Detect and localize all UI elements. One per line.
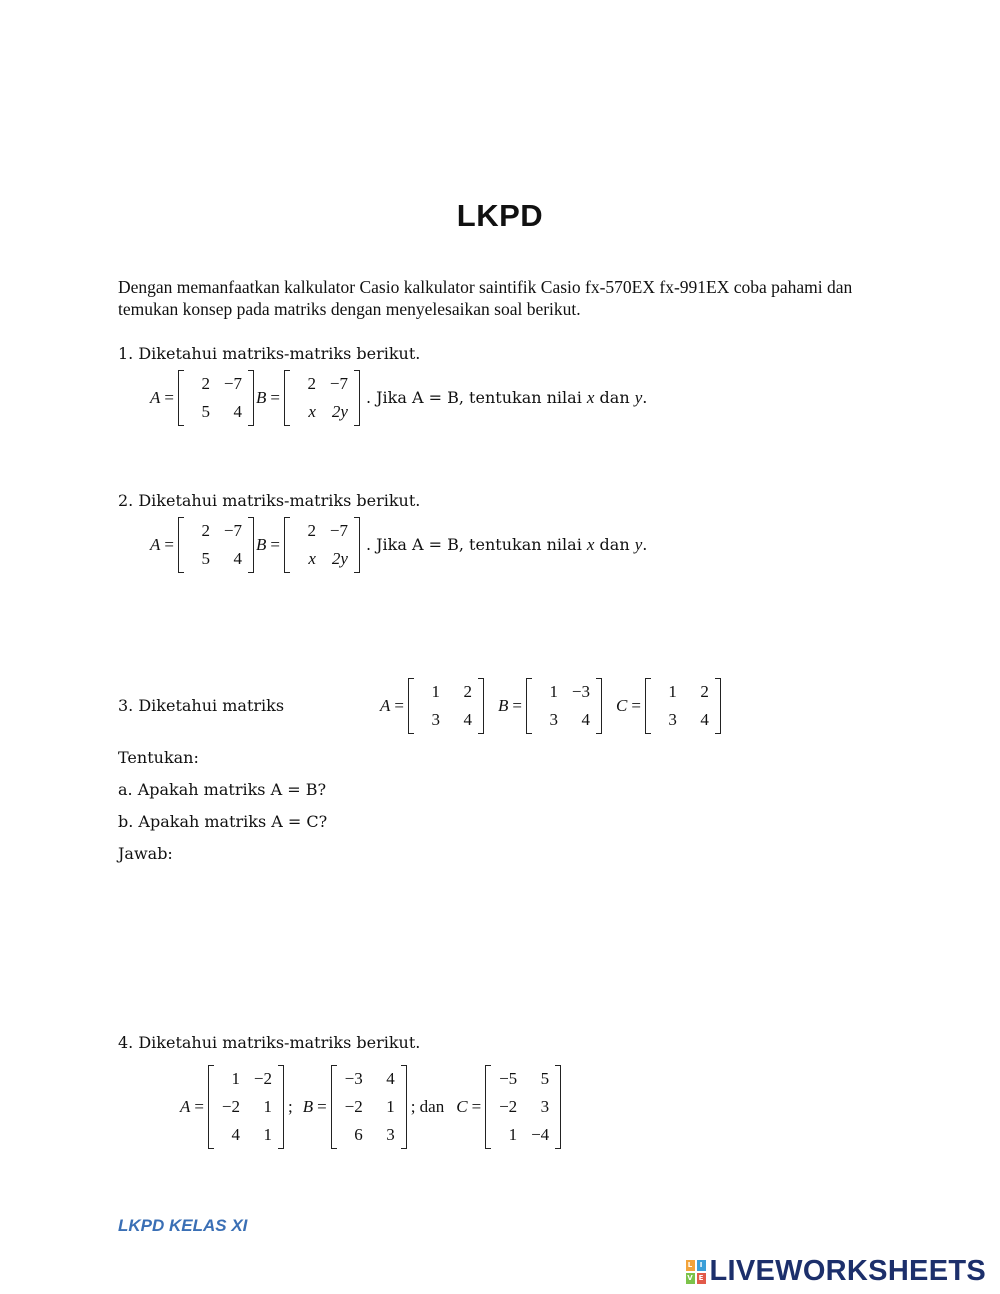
jawab-label: Jawab: <box>118 844 173 863</box>
matrix-a <box>208 1065 284 1149</box>
matrix-cell: 4 <box>233 402 242 421</box>
matrix-cell: 2 <box>201 374 210 393</box>
matrix-a-label: A <box>380 696 391 715</box>
question-2-instruction <box>366 535 647 555</box>
equals-sign: = <box>164 388 174 407</box>
conjunction: dan <box>599 535 630 554</box>
matrix-b-label: B <box>302 1097 314 1116</box>
matrix-cell: 2 <box>307 374 316 393</box>
matrix-cell: 5 <box>201 402 210 421</box>
matrix-cell: 3 <box>431 710 440 729</box>
matrix-cell: 4 <box>581 710 590 729</box>
logo-wordmark: LIVEWORKSHEETS <box>709 1255 986 1287</box>
matrix-b <box>284 517 360 573</box>
matrix-cell: −2 <box>253 1069 272 1088</box>
page-title: LKPD <box>456 198 544 233</box>
liveworksheets-logo[interactable] <box>686 1255 987 1288</box>
matrix-cell: 1 <box>549 682 558 701</box>
separator: ; dan <box>410 1097 445 1116</box>
equals-sign: = <box>270 388 280 407</box>
question-2-heading: 2. Diketahui matriks-matriks berikut. <box>118 491 421 510</box>
equals-sign: = <box>317 1097 327 1116</box>
equals-sign: = <box>471 1097 482 1116</box>
matrix-cell: −3 <box>344 1069 363 1088</box>
logo-tile: V <box>687 1273 693 1282</box>
matrix-cell: −7 <box>329 374 348 393</box>
equals-sign: = <box>194 1097 204 1116</box>
question-3a: a. Apakah matriks A = B? <box>118 780 327 799</box>
matrix-cell: 2 <box>463 682 472 701</box>
matrix-cell: −3 <box>571 682 590 701</box>
matrix-a <box>408 678 484 734</box>
matrix-cell: 1 <box>431 682 440 701</box>
matrix-cell: −5 <box>499 1069 518 1088</box>
logo-tile: I <box>697 1260 706 1271</box>
matrix-b-label: B <box>497 696 509 715</box>
period: . <box>642 535 648 554</box>
matrix-cell: −7 <box>329 521 348 540</box>
question-2-equation <box>150 517 647 573</box>
matrix-cell: 1 <box>508 1125 518 1144</box>
variable-x: x <box>586 535 595 554</box>
matrix-cell: 3 <box>668 710 677 729</box>
matrix-a <box>178 517 254 573</box>
matrix-cell: 2y <box>331 402 348 421</box>
matrix-b <box>331 1065 407 1149</box>
matrix-c <box>485 1065 561 1149</box>
equals-sign: = <box>394 696 404 715</box>
question-3-matrices <box>380 678 723 734</box>
matrix-a-label: A <box>150 535 161 554</box>
matrix-a-label: A <box>180 1097 191 1116</box>
matrix-c-label: C <box>615 696 628 715</box>
matrix-cell: 2 <box>307 521 316 540</box>
tentukan-label: Tentukan: <box>118 748 199 767</box>
matrix-b-label: B <box>255 388 267 407</box>
matrix-cell: 2y <box>331 549 348 568</box>
equals-sign: = <box>512 696 522 715</box>
matrix-cell: 1 <box>231 1069 240 1088</box>
question-4-heading: 4. Diketahui matriks-matriks berikut. <box>118 1033 421 1052</box>
matrix-cell: 4 <box>700 710 709 729</box>
matrix-cell: 5 <box>540 1069 550 1088</box>
intro-paragraph: Dengan memanfaatkan kalkulator Casio kalkulator saintifik Casio fx-570EX fx-991EX coba pahami dan temukan konsep pada matriks dengan menyelesaikan soal berikut. <box>118 277 853 319</box>
variable-y: y <box>634 535 643 554</box>
matrix-cell: −2 <box>221 1097 240 1116</box>
question-1-equation <box>150 370 647 426</box>
matrix-cell: 1 <box>386 1097 395 1116</box>
matrix-cell: x <box>308 402 316 421</box>
matrix-b-label: B <box>255 535 267 554</box>
question-4-matrices <box>180 1065 563 1149</box>
matrix-a <box>178 370 254 426</box>
separator: ; <box>287 1097 293 1116</box>
matrix-cell: 4 <box>233 549 242 568</box>
matrix-cell: 3 <box>549 710 558 729</box>
question-1-heading: 1. Diketahui matriks-matriks berikut. <box>118 344 421 363</box>
matrix-cell: 6 <box>354 1125 363 1144</box>
question-3-heading: 3. Diketahui matriks <box>118 696 285 715</box>
matrix-cell: −2 <box>344 1097 363 1116</box>
logo-tile: E <box>697 1273 706 1284</box>
matrix-c-label: C <box>456 1097 468 1116</box>
matrix-cell: 1 <box>668 682 677 701</box>
matrix-cell: 2 <box>700 682 709 701</box>
matrix-cell: 1 <box>263 1125 272 1144</box>
matrix-a-label: A <box>150 388 161 407</box>
instruction-text: . Jika A = B, tentukan nilai <box>365 388 582 407</box>
footer-label: LKPD KELAS XI <box>118 1216 248 1235</box>
equals-sign: = <box>164 535 174 554</box>
question-1-instruction <box>366 388 647 408</box>
equals-sign: = <box>270 535 280 554</box>
variable-y: y <box>634 388 643 407</box>
period: . <box>642 388 648 407</box>
question-3b: b. Apakah matriks A = C? <box>118 812 328 831</box>
instruction-text: . Jika A = B, tentukan nilai <box>365 535 582 554</box>
matrix-b <box>284 370 360 426</box>
matrix-cell: −7 <box>223 521 242 540</box>
matrix-cell: 5 <box>201 549 210 568</box>
matrix-cell: 2 <box>201 521 210 540</box>
matrix-cell: 3 <box>540 1097 550 1116</box>
matrix-cell: x <box>308 549 316 568</box>
matrix-cell: −7 <box>223 374 242 393</box>
matrix-cell: 1 <box>263 1097 272 1116</box>
equals-sign: = <box>631 696 641 715</box>
logo-mark-icon <box>686 1260 706 1284</box>
matrix-cell: −2 <box>499 1097 518 1116</box>
variable-x: x <box>586 388 595 407</box>
logo-tile: L <box>686 1260 695 1271</box>
matrix-cell: −4 <box>531 1125 550 1144</box>
matrix-cell: 4 <box>231 1125 240 1144</box>
matrix-cell: 4 <box>386 1069 395 1088</box>
matrix-cell: 3 <box>386 1125 395 1144</box>
matrix-c <box>645 678 721 734</box>
matrix-b <box>526 678 602 734</box>
conjunction: dan <box>599 388 630 407</box>
matrix-cell: 4 <box>463 710 472 729</box>
